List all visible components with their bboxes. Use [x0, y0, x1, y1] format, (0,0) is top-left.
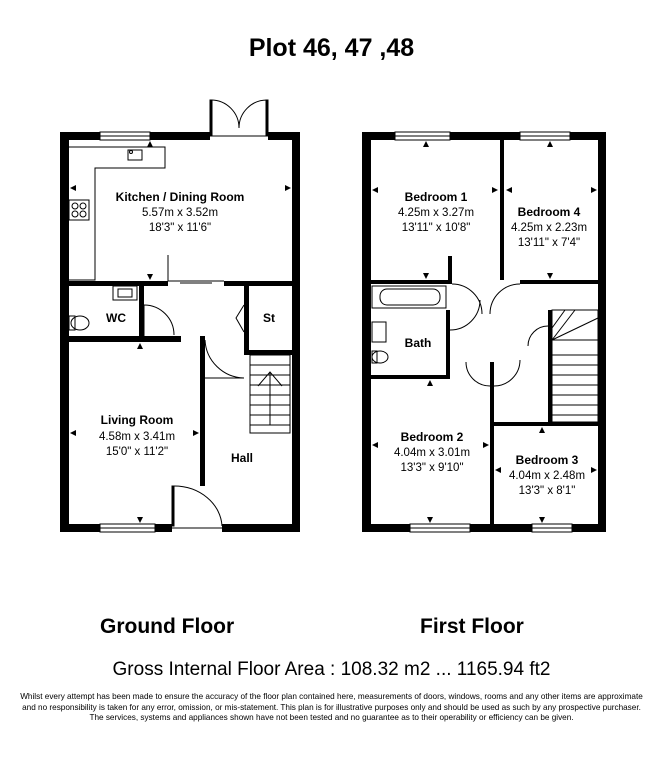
kitchen-imperial: 18'3" x 11'6"	[148, 222, 212, 234]
hall-door	[205, 340, 244, 378]
bed3-name: Bedroom 3	[515, 453, 579, 467]
living-metric: 4.58m x 3.41m	[98, 431, 176, 443]
wc-name: WC	[106, 311, 126, 325]
ground-floor-label: Ground Floor	[100, 615, 235, 638]
bath-fittings	[372, 286, 446, 363]
gross-internal-area: Gross Internal Floor Area : 108.32 m2 ... 1165.94 ft2	[112, 659, 551, 680]
kitchen-name: Kitchen / Dining Room	[115, 190, 245, 204]
living-imperial: 15'0" x 11'2"	[105, 446, 169, 458]
kitchen-metric: 5.57m x 3.52m	[141, 207, 219, 219]
store-door	[236, 305, 244, 332]
bed4-imperial: 13'11" x 7'4"	[517, 237, 581, 249]
bed2-imperial: 13'3" x 9'10"	[400, 462, 464, 474]
store-name: St	[263, 311, 275, 325]
bath-name: Bath	[404, 336, 432, 350]
bed1-metric: 4.25m x 3.27m	[397, 207, 475, 219]
bed1-name: Bedroom 1	[404, 190, 468, 204]
landing-doors	[450, 284, 548, 386]
first-floor-plan	[362, 132, 606, 532]
bed2-metric: 4.04m x 3.01m	[393, 447, 471, 459]
first-stairs	[552, 310, 598, 422]
disclaimer: Whilst every attempt has been made to ensure the accuracy of the floor plan contained here, measurements of doors, windows, rooms and any other items are approximate and no responsibility is taken for any error, omission, or mis-statement. This plan is for illustrative purposes only and should be used as such by any prospective purchaser. The services, systems and appliances shown have not been tested and no guarantee as to their operability or efficiency can be given.	[20, 692, 643, 722]
hall-name: Hall	[230, 451, 254, 465]
bed3-imperial: 13'3" x 8'1"	[518, 485, 576, 497]
french-doors	[210, 100, 268, 136]
bed3-metric: 4.04m x 2.48m	[508, 470, 586, 482]
bed4-metric: 4.25m x 2.23m	[510, 222, 588, 234]
bed4-name: Bedroom 4	[517, 205, 581, 219]
bed2-name: Bedroom 2	[400, 430, 464, 444]
bed1-imperial: 13'11" x 10'8"	[401, 222, 471, 234]
living-name: Living Room	[100, 413, 174, 427]
first-floor-label: First Floor	[420, 615, 524, 638]
plan-title: Plot 46, 47 ,48	[248, 34, 415, 62]
ground-stairs	[250, 355, 290, 433]
ground-floor-plan	[60, 100, 300, 532]
front-door	[172, 486, 222, 528]
ground-interior-walls	[64, 281, 296, 486]
